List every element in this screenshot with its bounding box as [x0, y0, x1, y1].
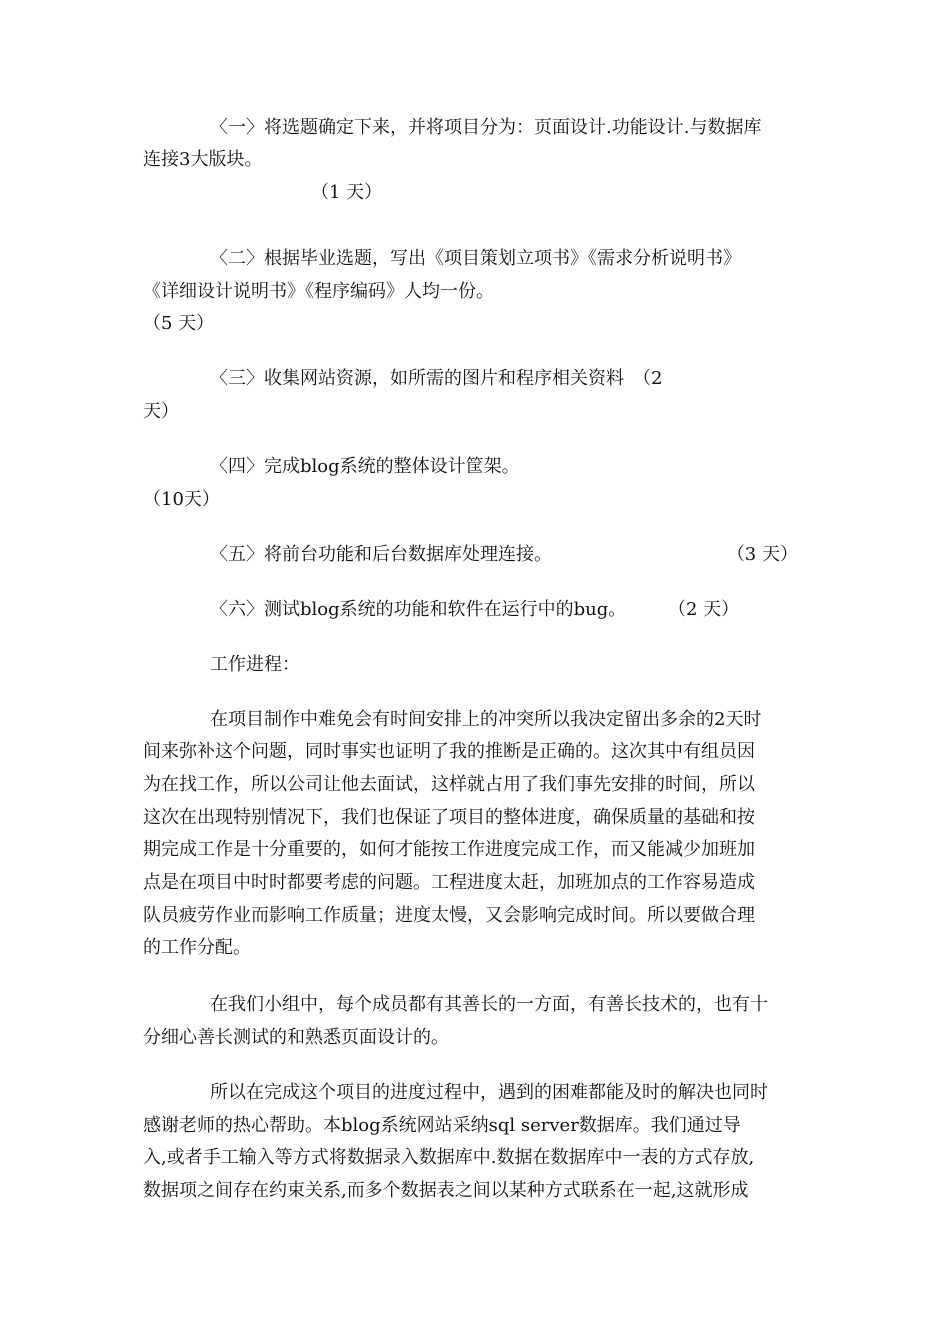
- paragraph-2-line: 分细心善长测试的和熟悉页面设计的。: [143, 1027, 449, 1048]
- paragraph-3-line: 数据项之间存在约束关系,而多个数据表之间以某种方式联系在一起,这就形成: [143, 1180, 749, 1201]
- task-1-line-1: 〈一〉将选题确定下来，并将项目分为：页面设计.功能设计.与数据库: [210, 117, 762, 138]
- paragraph-2-line: 在我们小组中，每个成员都有其善长的一方面，有善长技术的，也有十: [210, 994, 768, 1015]
- paragraph-1-line: 为在找工作，所以公司让他去面试，这样就占用了我们事先安排的时间，所以: [143, 774, 755, 795]
- task-4-line-1: 〈四〉完成blog系统的整体设计筐架。: [210, 456, 520, 477]
- task-6-duration: （2 天）: [668, 599, 740, 620]
- paragraph-3-line: 入,或者手工输入等方式将数据录入数据库中.数据在数据库中一表的方式存放,: [143, 1147, 755, 1168]
- task-3-line-2: 天）: [143, 401, 179, 422]
- task-3-line-1: 〈三〉收集网站资源，如所需的图片和程序相关资料 （2: [210, 368, 663, 389]
- paragraph-3-line: 感谢老师的热心帮助。本blog系统网站采纳sql server数据库。我们通过导: [143, 1115, 741, 1136]
- paragraph-1-line: 队员疲劳作业而影响工作质量；进度太慢，又会影响完成时间。所以要做合理: [143, 905, 755, 926]
- task-1-duration: （1 天）: [311, 182, 383, 203]
- paragraph-1-line: 期完成工作是十分重要的，如何才能按工作进度完成工作，而又能减少加班加: [143, 839, 755, 860]
- task-2-line-2: 《详细设计说明书》《程序编码》人均一份。: [143, 281, 494, 302]
- progress-heading: 工作进程：: [210, 654, 300, 675]
- task-2-duration: （5 天）: [143, 313, 215, 334]
- paragraph-1-line: 这次在出现特别情况下，我们也保证了项目的整体进度，确保质量的基础和按: [143, 807, 755, 828]
- task-4-duration: （10天）: [143, 489, 220, 510]
- task-5-line-1: 〈五〉将前台功能和后台数据库处理连接。: [210, 544, 552, 565]
- paragraph-1-line: 在项目制作中难免会有时间安排上的冲突所以我决定留出多余的2天时: [210, 709, 762, 730]
- task-1-line-2: 连接3大版块。: [143, 149, 263, 170]
- paragraph-1-line: 间来弥补这个问题，同时事实也证明了我的推断是正确的。这次其中有组员因: [143, 741, 755, 762]
- paragraph-3-line: 所以在完成这个项目的进度过程中，遇到的困难都能及时的解决也同时: [210, 1082, 768, 1103]
- task-5-duration: （3 天）: [726, 544, 798, 565]
- paragraph-1-line: 点是在项目中时时都要考虑的问题。工程进度太赶，加班加点的工作容易造成: [143, 872, 755, 893]
- paragraph-1-line: 的工作分配。: [143, 937, 251, 958]
- task-6-line-1: 〈六〉测试blog系统的功能和软件在运行中的bug。: [210, 599, 627, 620]
- task-2-line-1: 〈二〉根据毕业选题，写出《项目策划立项书》《需求分析说明书》: [210, 248, 741, 269]
